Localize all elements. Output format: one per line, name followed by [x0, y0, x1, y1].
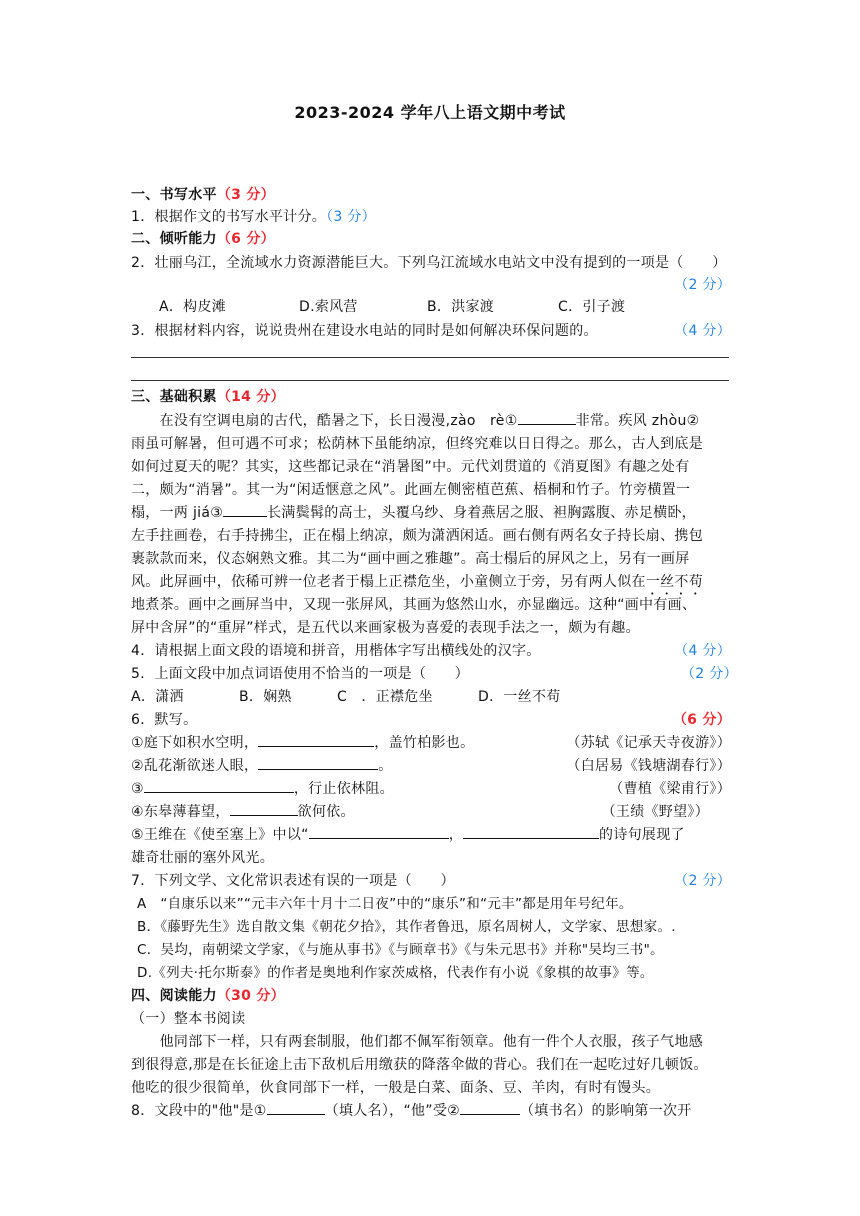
- recite-5-blank-2[interactable]: [463, 824, 599, 839]
- question-8-text: （填人名），“他”受②: [324, 1103, 460, 1119]
- recite-text: ①庭下如积水空明，: [131, 735, 259, 751]
- recite-5: [131, 824, 731, 846]
- recite-2-source: （白居易《钱塘湖春行》）: [566, 758, 731, 774]
- recite-text: 欲何依。: [297, 804, 355, 820]
- q2-option-c[interactable]: C．引子渡: [558, 299, 626, 315]
- question-6: [131, 709, 731, 731]
- passage-line-2: 雨虽可解暑，但可遇不可求；松荫林下虽能纳凉，但终究难以日日得之。那么，古人到底是: [131, 436, 703, 452]
- question-8-blank-2[interactable]: [460, 1100, 520, 1115]
- q7-option-d[interactable]: D.《列夫·托尔斯泰》的作者是奥地利作家茨威格，代表作有小说《象棋的故事》等。: [137, 965, 654, 981]
- q2-option-a[interactable]: A．构皮滩: [159, 299, 227, 315]
- question-5-score: （2 分）: [681, 666, 738, 682]
- passage-text: 榻，一两 jiá③: [131, 505, 224, 521]
- question-1: [131, 206, 731, 228]
- section-1-heading: [131, 184, 731, 206]
- question-3-text: 3．根据材料内容，说说贵州在建设水电站的同时是如何解决环保问题的。: [131, 323, 598, 339]
- question-4-text: 4．请根据上面文段的语境和拼音，用楷体字写出横线处的汉字。: [131, 643, 541, 659]
- recite-5-cont: 雄奇壮丽的塞外风光。: [131, 850, 274, 866]
- q7-option-c[interactable]: C．吴均，南朝梁文学家，《与施从事书》《与顾章书》《与朱元思书》并称"吴均三书"。: [137, 942, 664, 958]
- reading-line-1: 他同部下一样，只有两套制服，他们都不佩军衔领章。他有一件个人衣服，孩子气地感: [131, 1034, 703, 1050]
- recite-5-blank-1[interactable]: [309, 824, 449, 839]
- q2-option-d[interactable]: D.索风营: [299, 299, 358, 315]
- recite-3-source: （曹植《梁甫行》）: [609, 781, 731, 797]
- section-3-title: 三、基础积累: [131, 389, 217, 405]
- question-4: [131, 640, 731, 662]
- question-6-text: 6．默写。: [131, 712, 198, 728]
- section-3-heading: [131, 386, 731, 408]
- q5-option-d[interactable]: D．一丝不苟: [478, 689, 561, 705]
- blank-1[interactable]: [518, 410, 576, 425]
- question-6-score: （6 分）: [672, 712, 731, 728]
- question-2-text: 2．壮丽乌江，全流域水力资源潜能巨大。下列乌江流域水电站文中没有提到的一项是（ ）: [131, 255, 727, 271]
- q2-option-b[interactable]: B．洪家渡: [427, 299, 495, 315]
- passage-text: 长满鬓髯的高士，头覆乌纱、身着燕居之服、袒胸露腹、赤足横卧，: [267, 505, 697, 521]
- passage-line-4: 二，颇为“消暑”。其一为“闲适惬意之风”。此画左侧密植芭蕉、梧桐和竹子。竹旁横置一: [131, 482, 691, 498]
- recite-2-blank[interactable]: [258, 755, 378, 770]
- recite-text: ②乱花渐欲迷人眼，: [131, 758, 259, 774]
- recite-4-source: （王绩《野望》）: [601, 804, 709, 820]
- question-4-score: （4 分）: [674, 643, 731, 659]
- passage-line-1: [131, 410, 731, 432]
- recite-4-blank[interactable]: [230, 801, 298, 816]
- section-3-score: （14 分）: [216, 389, 285, 405]
- question-7-score: （2 分）: [674, 873, 731, 889]
- question-1-score: （3 分）: [326, 209, 376, 225]
- section-2-score: （6 分）: [216, 231, 275, 247]
- dotted-phrase: 一丝不苟: [645, 574, 704, 590]
- question-5: [131, 663, 738, 685]
- recite-3-blank[interactable]: [144, 778, 294, 793]
- recite-text: ④东皋薄暮望，: [131, 804, 230, 820]
- recite-2: [131, 755, 731, 777]
- question-7-text: 7．下列文学、文化常识表述有误的一项是（ ）: [131, 873, 455, 889]
- section-4-score: （30 分）: [216, 988, 285, 1004]
- question-5-text: 5．上面文段中加点词语使用不恰当的一项是（ ）: [131, 666, 470, 682]
- recite-4: [131, 801, 731, 823]
- question-1-text: 1．根据作文的书写水平计分。: [131, 209, 327, 225]
- recite-3: [131, 778, 731, 800]
- recite-text: ⑤王维在《使至塞上》中以“: [131, 827, 309, 843]
- question-8-text: （填书名）的影响第一次开: [520, 1103, 692, 1119]
- question-2-score: （2 分）: [674, 277, 731, 293]
- question-8-text: 8．文段中的"他"是①: [131, 1103, 267, 1119]
- section-1-title: 一、书写水平: [131, 187, 217, 203]
- passage-line-9: 地煮茶。画中之画屏当中，又现一张屏风，其画为悠然山水，亦显幽远。这种“画中有画、: [131, 597, 697, 613]
- question-8: [131, 1100, 731, 1122]
- blank-3[interactable]: [223, 502, 267, 517]
- passage-line-3: 如何过夏天的呢？其实，这些都记录在“消暑图”中。元代刘贯道的《消夏图》有趣之处有: [131, 459, 690, 475]
- section-4-title: 四、阅读能力: [131, 988, 217, 1004]
- recite-text: ，: [448, 827, 464, 843]
- recite-text: 的诗句展现了: [599, 827, 685, 843]
- recite-text: ，行止依林阻。: [293, 781, 394, 797]
- recite-1: [131, 732, 731, 754]
- passage-line-5: [131, 502, 731, 524]
- recite-text: 。: [378, 758, 393, 774]
- reading-line-2: 到很得意,那是在长征途上击下敌机后用缴获的降落伞做的背心。我们在一起吃过好几顿饭。: [131, 1057, 708, 1073]
- passage-text: 风。此屏画中，依稀可辨一位老者于榻上正襟危坐，小童侧立于旁，另有两人似在: [131, 574, 646, 590]
- q5-option-a[interactable]: A．潇洒: [131, 689, 184, 705]
- passage-line-6: 左手拄画卷，右手持拂尘，正在榻上纳凉，颇为潇洒闲适。画右侧有两名女子持长扇、携包: [131, 528, 703, 544]
- section-1-score: （3 分）: [216, 187, 275, 203]
- answer-line-2[interactable]: [131, 380, 729, 381]
- answer-line-1[interactable]: [131, 357, 729, 358]
- question-7: [131, 870, 731, 892]
- section-2-title: 二、倾听能力: [131, 231, 217, 247]
- question-8-blank-1[interactable]: [267, 1100, 325, 1115]
- q5-option-c[interactable]: C ．正襟危坐: [337, 689, 433, 705]
- page-title: 2023-2024 学年八上语文期中考试: [294, 103, 566, 122]
- subsection-1-title: （一）整本书阅读: [131, 1011, 246, 1027]
- passage-text: 在没有空调电扇的古代，酷暑之下，长日漫漫,zào rè①: [131, 413, 518, 429]
- recite-text: ，盖竹柏影也。: [374, 735, 475, 751]
- passage-line-7: 裹款款而来，仪态娴熟文雅。其二为“画中画之雅趣”。高士榻后的屏风之上，另有一画屏: [131, 551, 690, 567]
- question-3: [131, 320, 731, 342]
- q7-option-b[interactable]: B．《藤野先生》选自散文集《朝花夕拾》，其作者鲁迅，原名周树人，文学家、思想家。.: [137, 919, 676, 935]
- passage-text: 非常。疾风 zhòu②: [575, 413, 700, 429]
- section-2-heading: [131, 228, 731, 250]
- section-4-heading: [131, 985, 731, 1007]
- recite-1-source: （苏轼《记承天寺夜游》）: [566, 735, 731, 751]
- q5-option-b[interactable]: B．娴熟: [239, 689, 292, 705]
- passage-line-10: 屏中含屏”的“重屏”样式，是五代以来画家极为喜爱的表现手法之一，颇为有趣。: [131, 620, 640, 636]
- q7-option-a[interactable]: A “自康乐以来”“元丰六年十月十二日夜”中的“康乐”和“元丰”都是用年号纪年。: [137, 896, 633, 912]
- recite-1-blank[interactable]: [258, 732, 374, 747]
- question-2-score-row: [131, 274, 731, 296]
- question-3-score: （4 分）: [674, 323, 731, 339]
- recite-text: ③: [131, 781, 144, 797]
- reading-line-3: 他吃的很少很简单，伙食同部下一样，一般是白菜、面条、豆、羊肉，有时有馒头。: [131, 1080, 661, 1096]
